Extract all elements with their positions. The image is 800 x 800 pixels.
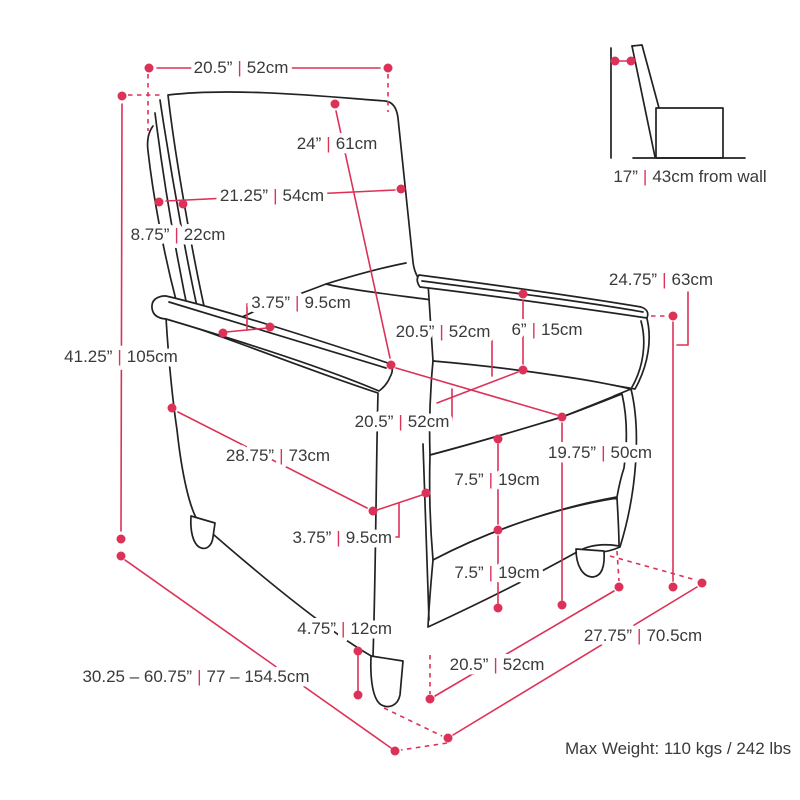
dim-dot	[391, 747, 400, 756]
dim-dot	[331, 100, 340, 109]
dim-dot	[444, 734, 453, 743]
label-overall-width: 28.75” | 73cm	[225, 446, 331, 465]
dim-dot	[266, 323, 275, 332]
label-seat-height: 19.75” | 50cm	[547, 443, 653, 462]
label-base-depth: 27.75” | 70.5cm	[583, 626, 703, 645]
dim-dot	[219, 329, 228, 338]
dim-dot	[179, 200, 188, 209]
dim-dash	[610, 556, 696, 580]
dim-dot	[519, 290, 528, 299]
dim-dot	[558, 601, 567, 610]
dim-dot	[118, 92, 127, 101]
dim-dot	[354, 647, 363, 656]
label-seat-width: 20.5” | 52cm	[395, 322, 491, 341]
side-backrest-back-edge	[632, 46, 655, 157]
label-leg-height: 4.75” | 12cm	[297, 619, 392, 638]
side-seat-box	[656, 108, 723, 158]
label-base-front-width: 20.5” | 52cm	[449, 655, 545, 674]
dim-dot	[669, 583, 678, 592]
leg-front-right	[576, 549, 604, 577]
label-seat-depth: 20.5” | 52cm	[354, 412, 450, 431]
dim-dot	[369, 507, 378, 516]
label-overall-height: 41.25” | 105cm	[64, 347, 178, 366]
dim-line-base-depth	[453, 587, 697, 735]
front-corner-line	[423, 444, 429, 620]
dim-dot	[611, 57, 620, 66]
dim-dot	[615, 583, 624, 592]
dim-leader-armrest-height	[677, 292, 688, 345]
label-top-back-width: 20.5” | 52cm	[193, 58, 289, 77]
label-wall-clearance: 17” | 43cm from wall	[613, 167, 767, 186]
dim-dash	[617, 551, 619, 581]
label-backrest-height: 24” | 61cm	[296, 134, 378, 153]
dim-dot	[494, 526, 503, 535]
dim-dot	[155, 198, 164, 207]
dim-dot	[384, 64, 393, 73]
dim-line-overall-height	[121, 104, 122, 531]
label-armrest-width-front: 3.75” | 9.5cm	[292, 528, 392, 547]
dim-dash	[384, 708, 442, 736]
dim-dot	[397, 185, 406, 194]
dim-dot	[627, 57, 636, 66]
dim-dot	[494, 435, 503, 444]
side-view-inset	[611, 45, 746, 158]
dim-dot	[387, 361, 396, 370]
dim-leader-armrest-width-front	[392, 503, 399, 537]
side-backrest-front-edge	[632, 45, 659, 108]
label-base-band-lower: 7.5” | 19cm	[454, 563, 540, 582]
label-back-frame-depth: 8.75” | 22cm	[130, 225, 226, 244]
dim-dot	[117, 552, 126, 561]
label-seat-to-arm: 6” | 15cm	[511, 320, 583, 339]
dim-dot	[354, 691, 363, 700]
dim-dot	[558, 413, 567, 422]
dim-dot	[669, 312, 678, 321]
label-base-band-upper: 7.5” | 19cm	[454, 470, 540, 489]
dim-dot	[519, 366, 528, 375]
dim-dot	[698, 579, 707, 588]
dim-dot	[494, 604, 503, 613]
dim-dot	[168, 404, 177, 413]
backrest-outline	[168, 92, 432, 336]
label-armrest-width-top: 3.75” | 9.5cm	[251, 293, 351, 312]
dim-dot	[426, 695, 435, 704]
dim-dot	[145, 64, 154, 73]
label-backrest-width: 21.25” | 54cm	[219, 186, 325, 205]
label-depth-range: 30.25 – 60.75” | 77 – 154.5cm	[82, 667, 310, 686]
dim-dot	[117, 535, 126, 544]
label-armrest-height: 24.75” | 63cm	[608, 270, 714, 289]
dim-dash	[401, 743, 447, 750]
max-weight-note: Max Weight: 110 kgs / 242 lbs	[565, 739, 792, 758]
dim-dot	[422, 489, 431, 498]
leg-front-left	[371, 656, 403, 707]
